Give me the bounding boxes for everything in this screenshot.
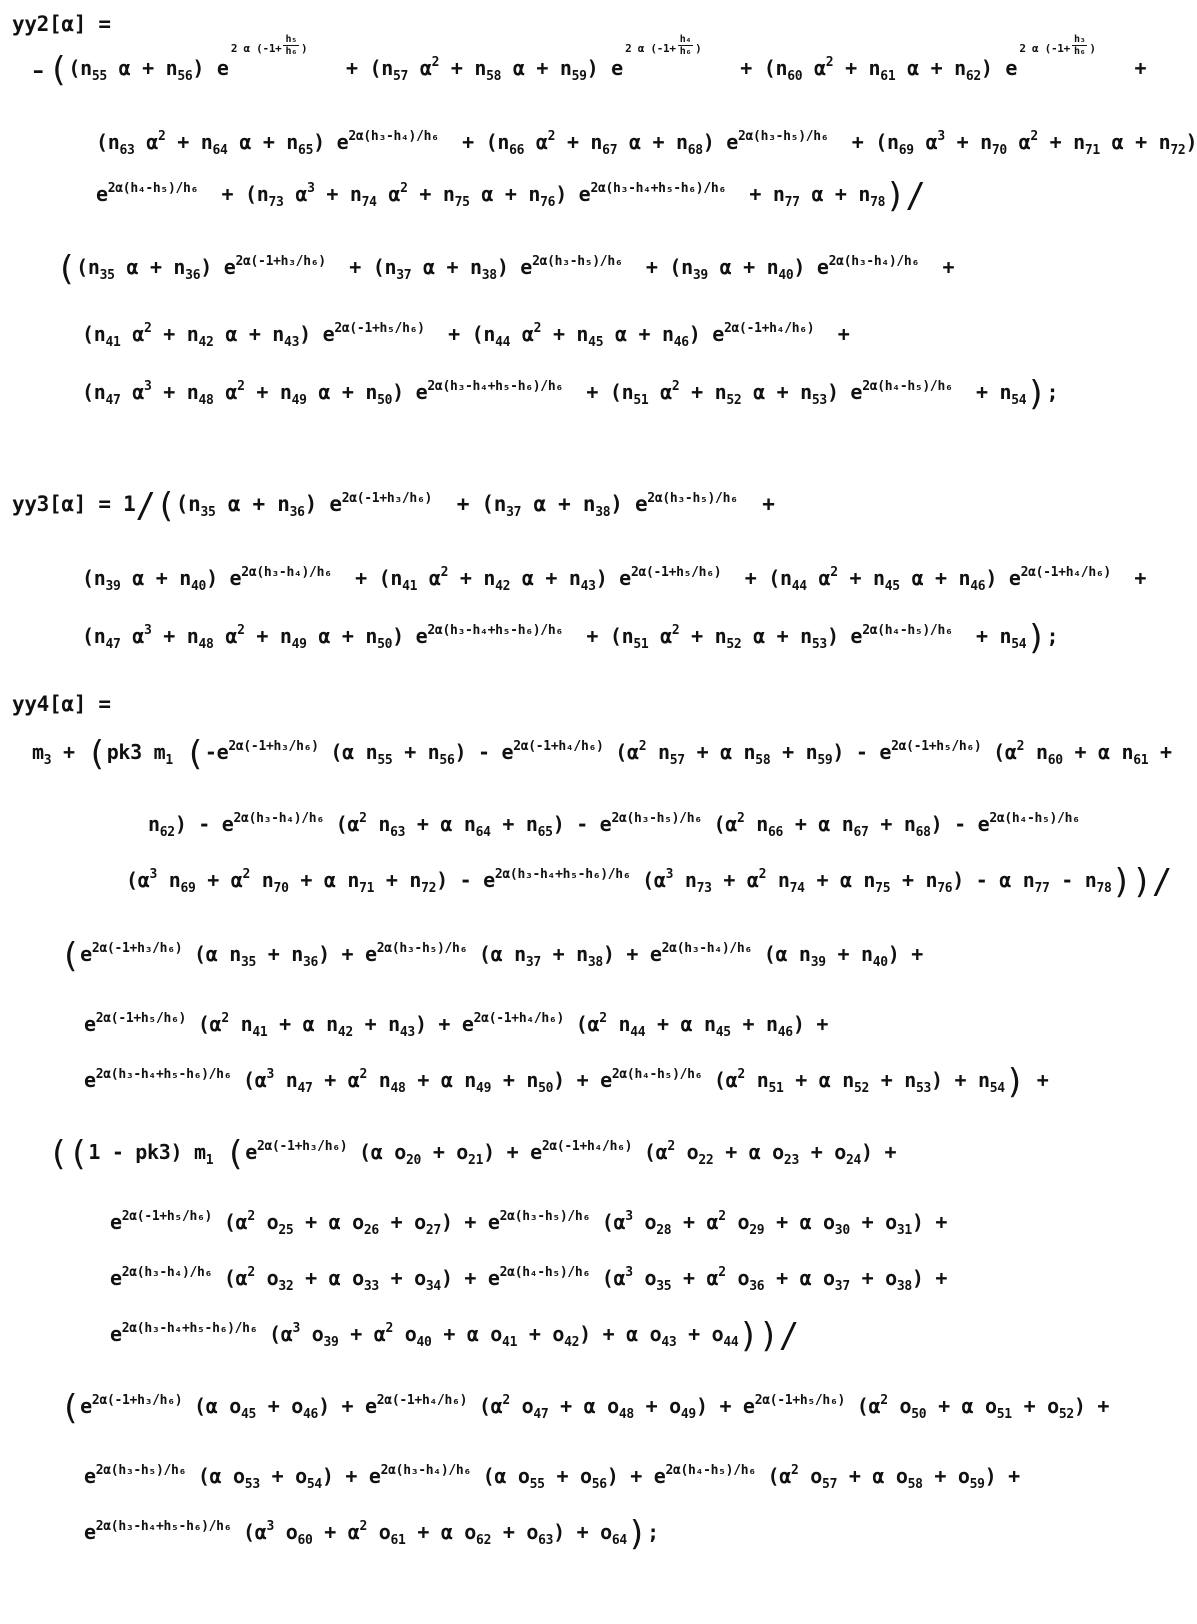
equation-line: $e^{2\alpha(-1+h_5/h_6)}$ ($\alpha^2$ $o_{25} + \alpha$ $o_{26} + o_{27}) + e^{2\alpha(h_3-h_5)/h_6}$ ($\alpha^3$ $o_{28} + \alpha^2$ $o_{29} + \alpha$ $o_{30} + o_{31}$) + [110, 1209, 948, 1238]
equation-line: ($e^{2\alpha(-1+h_3/h_6)}$ (α $o_{45} + o_{46}) + e^{2\alpha(-1+h_4/h_6)}$ ($\alpha^2$ $o_{47} + \alpha$ $o_{48} + o_{49}) + e^{2\alpha(-1+h_5/h_6)}$ ($\alpha^2$ $o_{50} + \alpha$ $o_{51} + o_{52}$) + [60, 1388, 1110, 1428]
equation-label-yy2: yy2[α] = [12, 12, 111, 36]
equation-line: $m_3 + (pk3$ $m_1$ ($-e^{2\alpha(-1+h_3/h_6)}$ (α $n_{55} + n_{56}) - e^{2\alpha(-1+h_4/h_6)}$ ($\alpha^2$ $n_{57} + \alpha$ $n_{58} + n_{59}) - e^{2\alpha(-1+h_5/h_6)}$ ($\alpha^2$ $n_{60} + \alpha$ $n_{61}$ + [32, 734, 1172, 774]
equation-line: ((1 - pk3) $m_1$ ($e^{2\alpha(-1+h_3/h_6)}$ (α $o_{20} + o_{21}) + e^{2\alpha(-1+h_4/h_6)}$ ($\alpha^2$ $o_{22} + \alpha$ $o_{23} + o_{24}$) + [48, 1134, 897, 1174]
equation-label-yy3: $yy3[\alpha] = 1/((n_{35}$ $\alpha + n_{36}$) $e^{2\alpha(-1+h_3/h_6)} + (n_{37}$ $\alpha + n_{38}$) $e^{2\alpha(h_3-h_5)/h_6}$ + [12, 486, 775, 526]
equation-line: (($n_{35}$ $\alpha + n_{36}$) $e^{2\alpha(-1+h_3/h_6)} + (n_{37}$ $\alpha + n_{38}$) $e^{2\alpha(h_3-h_5)/h_6} + (n_{39}$ $\alpha + n_{40}$) $e^{2\alpha(h_3-h_4)/h_6}$ + [56, 249, 955, 289]
equation-line: ($\alpha^3$ $n_{69} + \alpha^2$ $n_{70} + \alpha$ $n_{71} + n_{72}) - e^{2\alpha(h_3-h_4+h_5-h_6)/h_6}$ ($\alpha^3$ $n_{73} + \alpha^2$ $n_{74} + \alpha$ $n_{75} + n_{76}) - \alpha$ $n_{77} - n_{78}))/$ [126, 862, 1173, 902]
equation-line: $-((n_{55}$ $\alpha + n_{56}$) e 2 α (-1+ $\frac{\text{h₅}}{\text{h₆}}$ ) + ($n_{57}$ $\alpha^2 + n_{58}$ $\alpha + n_{59}$) e 2 α (-1+ $\frac{\text{h₄}}{\text{h₆}}$ ) + ($n_{60}$ $\alpha^2 + n_{61}$ $\alpha + n_{62}$) e 2 α (-1+ $\frac{\text{h₃}}{\text{h₆}}$ ) + [28, 34, 1147, 90]
equation-line: ($n_{41}$ $\alpha^2 + n_{42}$ $\alpha + n_{43}$) $e^{2\alpha(-1+h_5/h_6)} + (n_{44}$ $\alpha^2 + n_{45}$ $\alpha + n_{46}$) $e^{2\alpha(-1+h_4/h_6)}$ + [82, 321, 850, 350]
equation-line: ($e^{2\alpha(-1+h_3/h_6)}$ (α $n_{35} + n_{36}) + e^{2\alpha(h_3-h_5)/h_6}$ (α $n_{37} + n_{38}) + e^{2\alpha(h_3-h_4)/h_6}$ (α $n_{39} + n_{40}$) + [60, 936, 924, 976]
equation-line: $e^{2\alpha(h_3-h_5)/h_6}$ (α $o_{53} + o_{54}) + e^{2\alpha(h_3-h_4)/h_6}$ (α $o_{55} + o_{56}) + e^{2\alpha(h_4-h_5)/h_6}$ ($\alpha^2$ $o_{57} + \alpha$ $o_{58} + o_{59}$) + [84, 1463, 1020, 1492]
equation-line: ($n_{63}$ $\alpha^2 + n_{64}$ $\alpha + n_{65}$) $e^{2\alpha(h_3-h_4)/h_6} + (n_{66}$ $\alpha^2 + n_{67}$ $\alpha + n_{68}$) $e^{2\alpha(h_3-h_5)/h_6} + (n_{69}$ $\alpha^3 + n_{70}$ $\alpha^2 + n_{71}$ $\alpha + n_{72}$) [96, 129, 1197, 158]
equation-line: $e^{2\alpha(h_3-h_4+h_5-h_6)/h_6}$ ($\alpha^3$ $o_{60} + \alpha^2$ $o_{61} + \alpha$ $o_{62} + o_{63}) + o_{64}$); [84, 1514, 659, 1554]
equation-line: $e^{2\alpha(h_3-h_4+h_5-h_6)/h_6}$ ($\alpha^3$ $n_{47} + \alpha^2$ $n_{48} + \alpha$ $n_{49} + n_{50}) + e^{2\alpha(h_4-h_5)/h_6}$ ($\alpha^2$ $n_{51} + \alpha$ $n_{52} + n_{53}) + n_{54}$) + [84, 1062, 1049, 1102]
equation-line: ($n_{39}$ $\alpha + n_{40}$) $e^{2\alpha(h_3-h_4)/h_6} + (n_{41}$ $\alpha^2 + n_{42}$ $\alpha + n_{43}$) $e^{2\alpha(-1+h_5/h_6)} + (n_{44}$ $\alpha^2 + n_{45}$ $\alpha + n_{46}$) $e^{2\alpha(-1+h_4/h_6)}$ + [82, 565, 1147, 594]
equation-line: $n_{62}) - e^{2\alpha(h_3-h_4)/h_6}$ ($\alpha^2$ $n_{63} + \alpha$ $n_{64} + n_{65}) - e^{2\alpha(h_3-h_5)/h_6}$ ($\alpha^2$ $n_{66} + \alpha$ $n_{67} + n_{68}) - e^{2\alpha(h_4-h_5)/h_6}$ [148, 811, 1080, 840]
equation-line: ($n_{47}$ $\alpha^3 + n_{48}$ $\alpha^2 + n_{49}$ $\alpha + n_{50}$) $e^{2\alpha(h_3-h_4+h_5-h_6)/h_6} + (n_{51}$ $\alpha^2 + n_{52}$ $\alpha + n_{53}$) $e^{2\alpha(h_4-h_5)/h_6} + n_{54}$); [82, 618, 1059, 658]
equation-line: $e^{2\alpha(-1+h_5/h_6)}$ ($\alpha^2$ $n_{41} + \alpha$ $n_{42} + n_{43}) + e^{2\alpha(-1+h_4/h_6)}$ ($\alpha^2$ $n_{44} + \alpha$ $n_{45} + n_{46}$) + [84, 1011, 829, 1040]
equation-label-yy4: yy4[α] = [12, 692, 111, 716]
equation-line: ($n_{47}$ $\alpha^3 + n_{48}$ $\alpha^2 + n_{49}$ $\alpha + n_{50}$) $e^{2\alpha(h_3-h_4+h_5-h_6)/h_6} + (n_{51}$ $\alpha^2 + n_{52}$ $\alpha + n_{53}$) $e^{2\alpha(h_4-h_5)/h_6} + n_{54}$); [82, 374, 1059, 414]
equation-line: $e^{2\alpha(h_3-h_4+h_5-h_6)/h_6}$ ($\alpha^3$ $o_{39} + \alpha^2$ $o_{40} + \alpha$ $o_{41} + o_{42}) + \alpha$ $o_{43} + o_{44}))/$ [110, 1316, 799, 1356]
equation-line: $e^{2\alpha(h_3-h_4)/h_6}$ ($\alpha^2$ $o_{32} + \alpha$ $o_{33} + o_{34}) + e^{2\alpha(h_4-h_5)/h_6}$ ($\alpha^3$ $o_{35} + \alpha^2$ $o_{36} + \alpha$ $o_{37} + o_{38}$) + [110, 1265, 948, 1294]
equation-line: $e^{2\alpha(h_4-h_5)/h_6} + (n_{73}$ $\alpha^3 + n_{74}$ $\alpha^2 + n_{75}$ $\alpha + n_{76}$) $e^{2\alpha(h_3-h_4+h_5-h_6)/h_6} + n_{77}$ $\alpha + n_{78})/$ [96, 176, 926, 216]
